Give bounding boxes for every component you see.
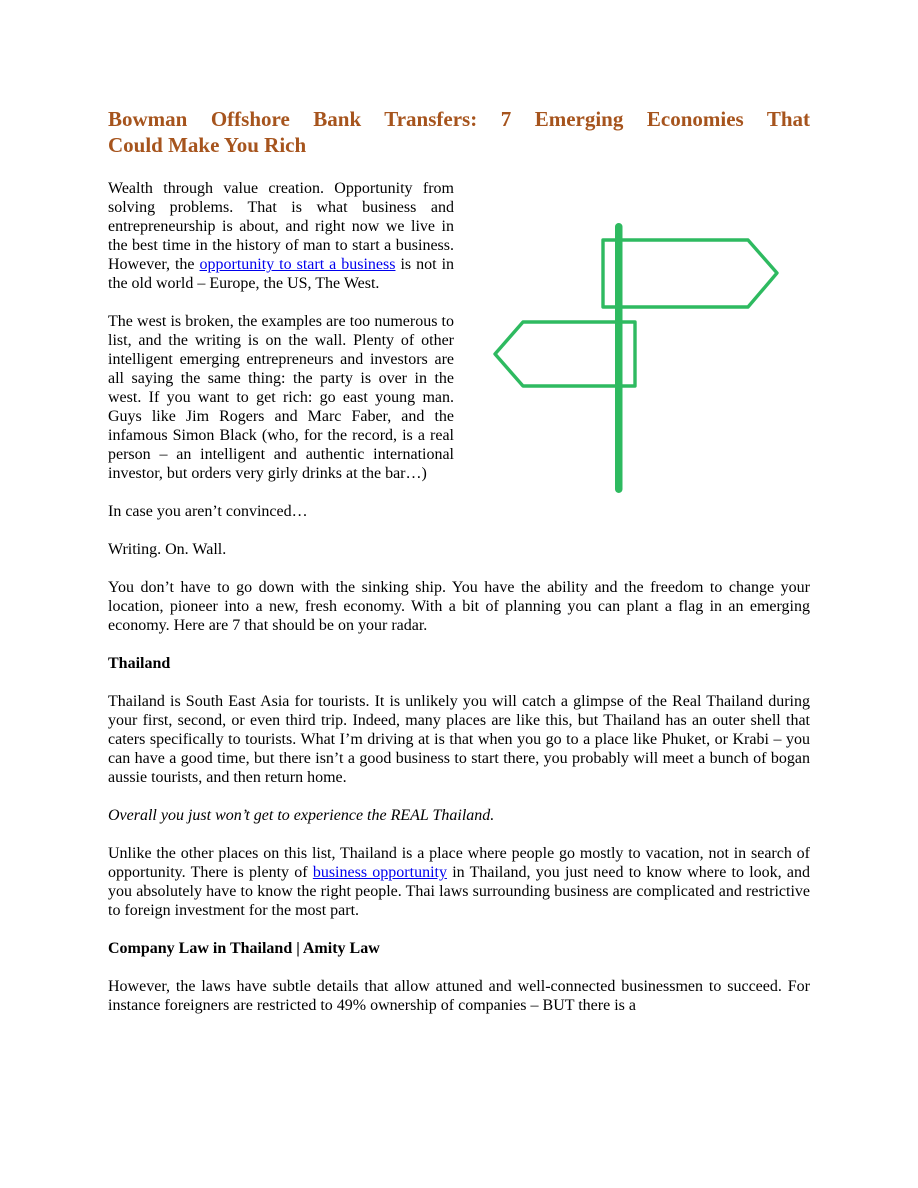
unlike-paragraph-tail: in Thailand, you just need to know where to look, and you absolutely have to know the right people. Thai laws surrounding business are complicated and restrictive to foreign investment for the most part. <box>108 864 811 919</box>
intro-text-column <box>108 179 454 502</box>
unlike-paragraph <box>108 844 810 920</box>
intro-section <box>108 179 810 502</box>
sinking-ship-paragraph: You don’t have to go down with the sinking ship. You have the ability and the freedom to change your location, pioneer into a new, fresh economy. With a bit of planning you can plant a flag in an emerging economy. Here are 7 that should be on your radar. <box>108 579 810 634</box>
opportunity-to-start-a-business-link[interactable]: opportunity to start a business <box>199 256 396 273</box>
intro-paragraph-1-tail: is not in the old world – Europe, the US, The West. <box>108 256 455 292</box>
page-title-line1: Bowman Offshore Bank Transfers: 7 Emerging Economies That <box>108 107 810 131</box>
sign-arrow-left <box>495 322 635 386</box>
company-law-paragraph: However, the laws have subtle details that allow attuned and well-connected businessmen to succeed. For instance foreigners are restricted to 49% ownership of companies – BUT there is a <box>108 978 810 1014</box>
convinced-line: In case you aren’t convinced… <box>108 503 308 520</box>
signpost-pole <box>615 223 623 493</box>
unlike-paragraph-text: Unlike the other places on this list, Thailand is a place where people go mostly to vacation, not in search of opportunity. There is plenty of <box>108 845 810 881</box>
page-title <box>108 106 810 158</box>
company-law-heading: Company Law in Thailand | Amity Law <box>108 940 380 957</box>
real-thailand-note: Overall you just won’t get to experience the REAL Thailand. <box>108 807 495 824</box>
intro-image-column <box>454 179 810 502</box>
intro-paragraph-1-text: Wealth through value creation. Opportunity from solving problems. That is what business and entrepreneurship is about, and right now we live in the best time in the history of man to start a business. However, the <box>108 180 454 273</box>
thailand-heading: Thailand <box>108 655 171 672</box>
intro-paragraph-2: The west is broken, the examples are too numerous to list, and the writing is on the wall. Plenty of other intelligent emerging entrepreneurs and investors are all saying the same thing: the party is over in the west. If you want to get rich: go east young man. Guys like Jim Rogers and Marc Faber, and the infamous Simon Black (who, for the record, is a real person – an intelligent and authentic international investor, but orders very girly drinks at the bar…) <box>108 313 454 482</box>
intro-paragraph-1 <box>108 179 454 293</box>
signpost-illustration <box>490 210 790 495</box>
sign-arrow-right <box>603 240 777 307</box>
writing-on-wall-line: Writing. On. Wall. <box>108 541 227 558</box>
business-opportunity-link[interactable]: business opportunity <box>312 864 447 881</box>
thailand-paragraph: Thailand is South East Asia for tourists. It is unlikely you will catch a glimpse of the Real Thailand during your first, second, or even third trip. Indeed, many places are like this, but Thailand has an outer shell that caters specifically to tourists. What I’m driving at is that when you go to a place like Phuket, or Krabi – you can have a good time, but there isn’t a good business to start there, you probably will meet a bunch of bogan aussie tourists, and then return home. <box>108 693 810 786</box>
page-title-line2: Could Make You Rich <box>108 133 307 157</box>
